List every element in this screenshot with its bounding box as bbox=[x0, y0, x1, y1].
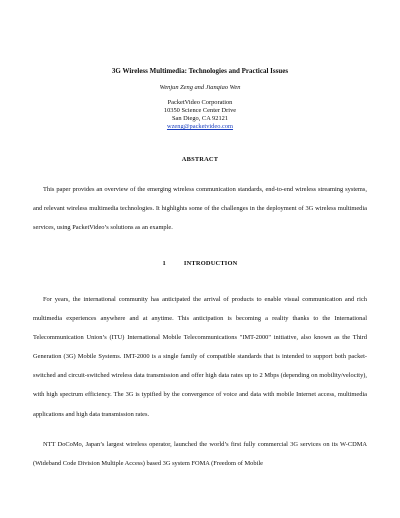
affiliation-city: San Diego, CA 92121 bbox=[171, 115, 229, 122]
paper-title: 3G Wireless Multimedia: Technologies and Practical Issues bbox=[111, 67, 289, 75]
affiliation-organization: PacketVideo Corporation bbox=[167, 99, 233, 106]
abstract-text: This paper provides an overview of the emerging wireless communication standards, end-to-end wireless streaming systems, and relevant wireless multimedia technologies. It highlights some of the challenges in the deployment of 3G wireless multimedia services, using PacketVideo’s solutions as an example. bbox=[33, 186, 367, 232]
abstract-heading: ABSTRACT bbox=[181, 156, 219, 163]
author-affiliation bbox=[0, 99, 400, 131]
author-email-link[interactable]: wzeng@packetvideo.com bbox=[166, 123, 234, 130]
introduction-heading bbox=[0, 260, 400, 268]
section-title: INTRODUCTION bbox=[183, 260, 238, 267]
affiliation-street: 10350 Science Center Drive bbox=[163, 107, 237, 114]
section-number: 1 bbox=[162, 260, 166, 267]
intro-paragraph-1: For years, the international community has anticipated the arrival of products to enable visual communication and rich multimedia experiences anywhere and at anytime. This anticipation is becoming a reality thanks to the International Telecommunication Union’s (ITU) International Mobile Telecommunications "IMT-2000" initiative, also known as the Third Generation (3G) Mobile Systems. IMT-2000 is a single family of compatible standards that is intended to support both packet-switched and circuit-switched wireless data transmission and offer high data rates up to 2 Mbps (depending on mobility/velocity), with high spectrum efficiency. The 3G is typified by the convergence of voice and data with mobile Internet access, multimedia applications and high data transmission rates. bbox=[33, 296, 367, 418]
intro-paragraph-2: NTT DoCoMo, Japan’s largest wireless operator, launched the world’s first fully commercial 3G services on its W-CDMA (Wideband Code Division Multiple Access) based 3G system FOMA (Freedom of Mobile bbox=[33, 441, 367, 468]
paper-authors: Wenjun Zeng and Jianqiao Wen bbox=[159, 84, 241, 91]
